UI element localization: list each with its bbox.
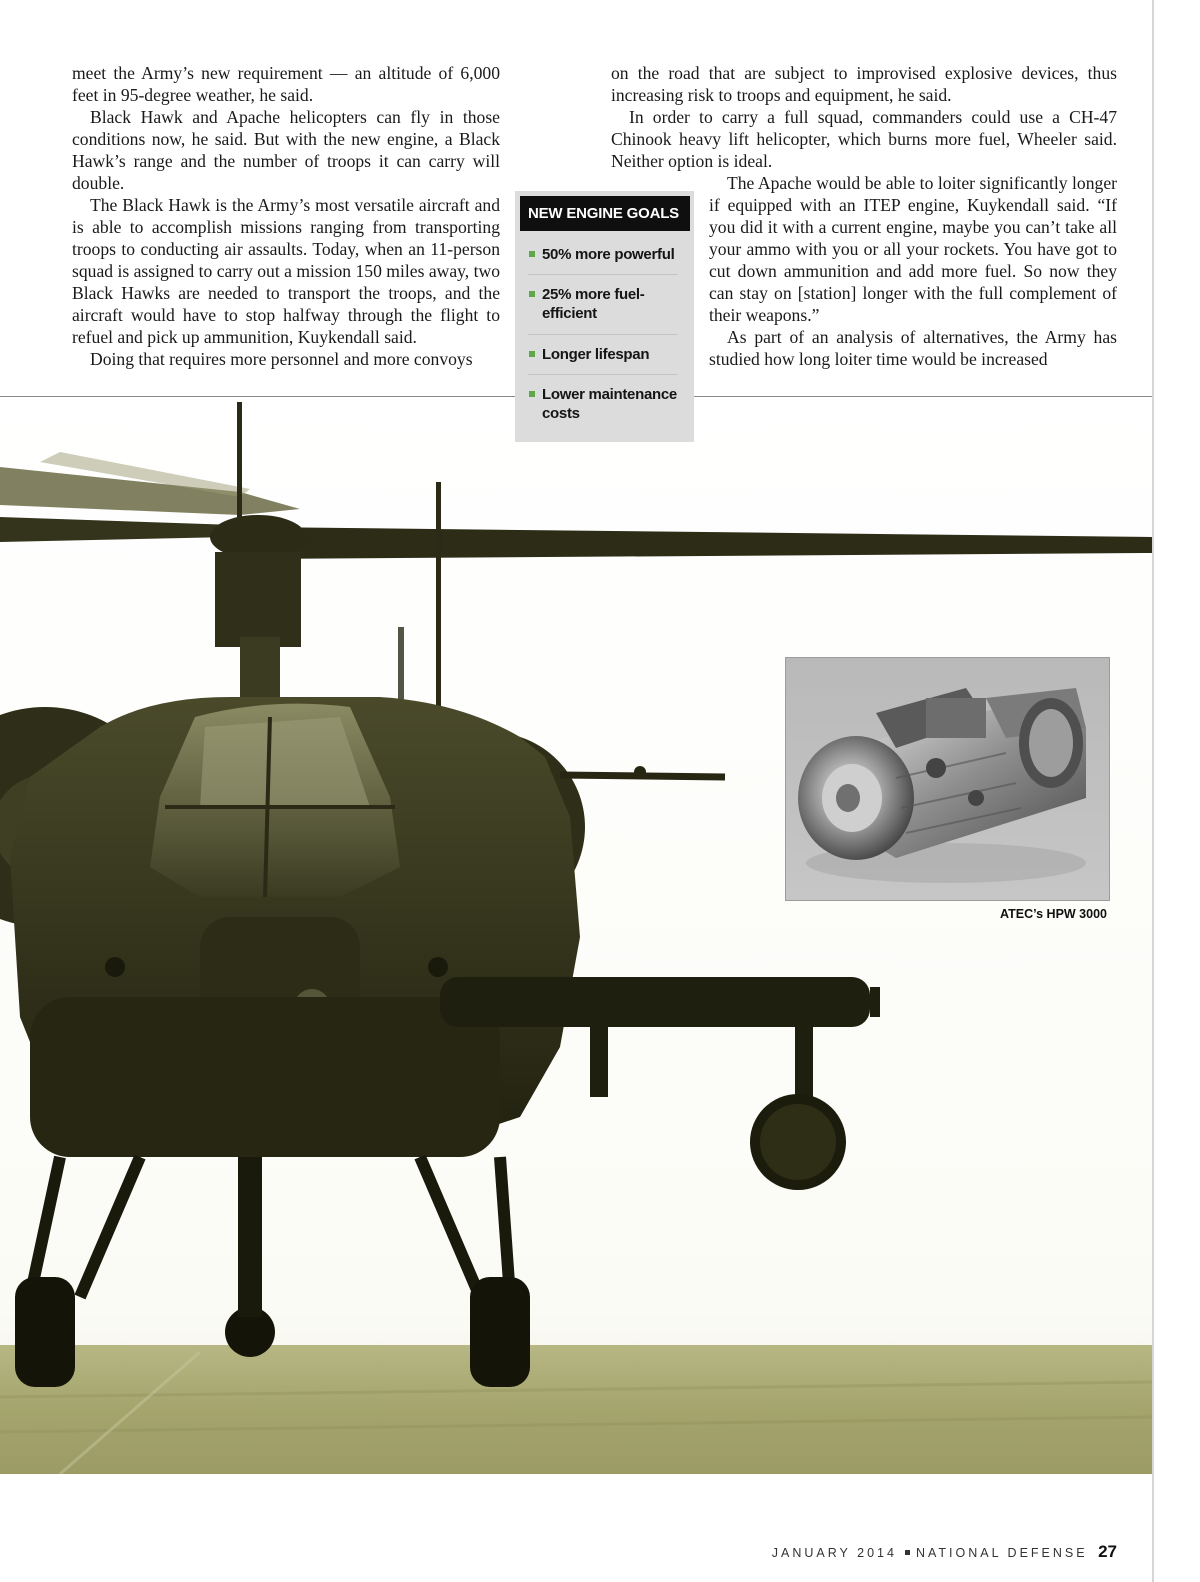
square-bullet-icon [529, 391, 535, 397]
publication-name: NATIONAL DEFENSE [915, 1546, 1088, 1560]
goal-text: 25% more fuel-efficient [542, 286, 645, 322]
engine-image [785, 657, 1110, 901]
paragraph: In order to carry a full squad, commanders could use a CH-47 Chinook heavy lift helicopter, which burns more fuel, Wheeler said. Neither option is ideal. [611, 107, 1117, 171]
sidebar-title: NEW ENGINE GOALS [520, 196, 690, 231]
square-bullet-icon [529, 251, 535, 257]
square-bullet-icon [529, 351, 535, 357]
page-number: 27 [1098, 1542, 1117, 1561]
apache-helicopter-photo [0, 396, 1152, 1474]
paragraph: The Apache would be able to loiter significantly longer if equipped with an ITEP engine, Kuykendall said. “If you did it with a current engine, maybe you can’t take all your ammo with you or all your rockets. You have got to cut down ammunition and add more fuel. So now they can stay on [station] longer with the full complement of their weapons.” [709, 173, 1117, 325]
divider [528, 274, 678, 275]
divider [528, 374, 678, 375]
article-column-left [72, 62, 500, 370]
paragraph: Black Hawk and Apache helicopters can fly in those conditions now, he said. But with the new engine, a Black Hawk’s range and the number of troops it can carry will double. [72, 107, 500, 193]
goal-item [529, 385, 689, 423]
goal-text: 50% more powerful [542, 246, 675, 263]
figure-caption: ATEC’s HPW 3000 [1000, 907, 1107, 921]
goal-text: Longer lifespan [542, 346, 650, 363]
goal-text: Lower maintenance costs [542, 386, 677, 422]
paragraph: Doing that requires more personnel and more convoys [90, 349, 473, 369]
paragraph: The Black Hawk is the Army’s most versatile aircraft and is able to accomplish missions ranging from transporting troops to conducting air assaults. Today, when an 11-person squad is assigned to carry out a mission 150 miles away, two Black Hawks are needed to transport the troops, and the aircraft would have to stop halfway through the flight to refuel and pick up ammunition, Kuykendall said. [72, 195, 500, 347]
helicopter-silhouette [0, 397, 1152, 1474]
divider [528, 334, 678, 335]
square-bullet-icon [529, 291, 535, 297]
page-footer [772, 1542, 1117, 1562]
paragraph: meet the Army’s new requirement — an altitude of 6,000 feet in 95-degree weather, he said. [72, 63, 500, 105]
engine-goals-sidebar [515, 191, 694, 442]
paragraph: As part of an analysis of alternatives, the Army has studied how long loiter time would be increased [709, 327, 1117, 369]
goal-item [529, 345, 689, 364]
page-edge [1152, 0, 1154, 1582]
paragraph: on the road that are subject to improvised explosive devices, thus increasing risk to troops and equipment, he said. [611, 63, 1117, 105]
turboshaft-engine-illustration [786, 658, 1109, 900]
goal-item [529, 245, 689, 264]
goal-item [529, 285, 689, 323]
bullet-separator-icon [905, 1550, 910, 1555]
issue-date: JANUARY 2014 [771, 1546, 897, 1560]
